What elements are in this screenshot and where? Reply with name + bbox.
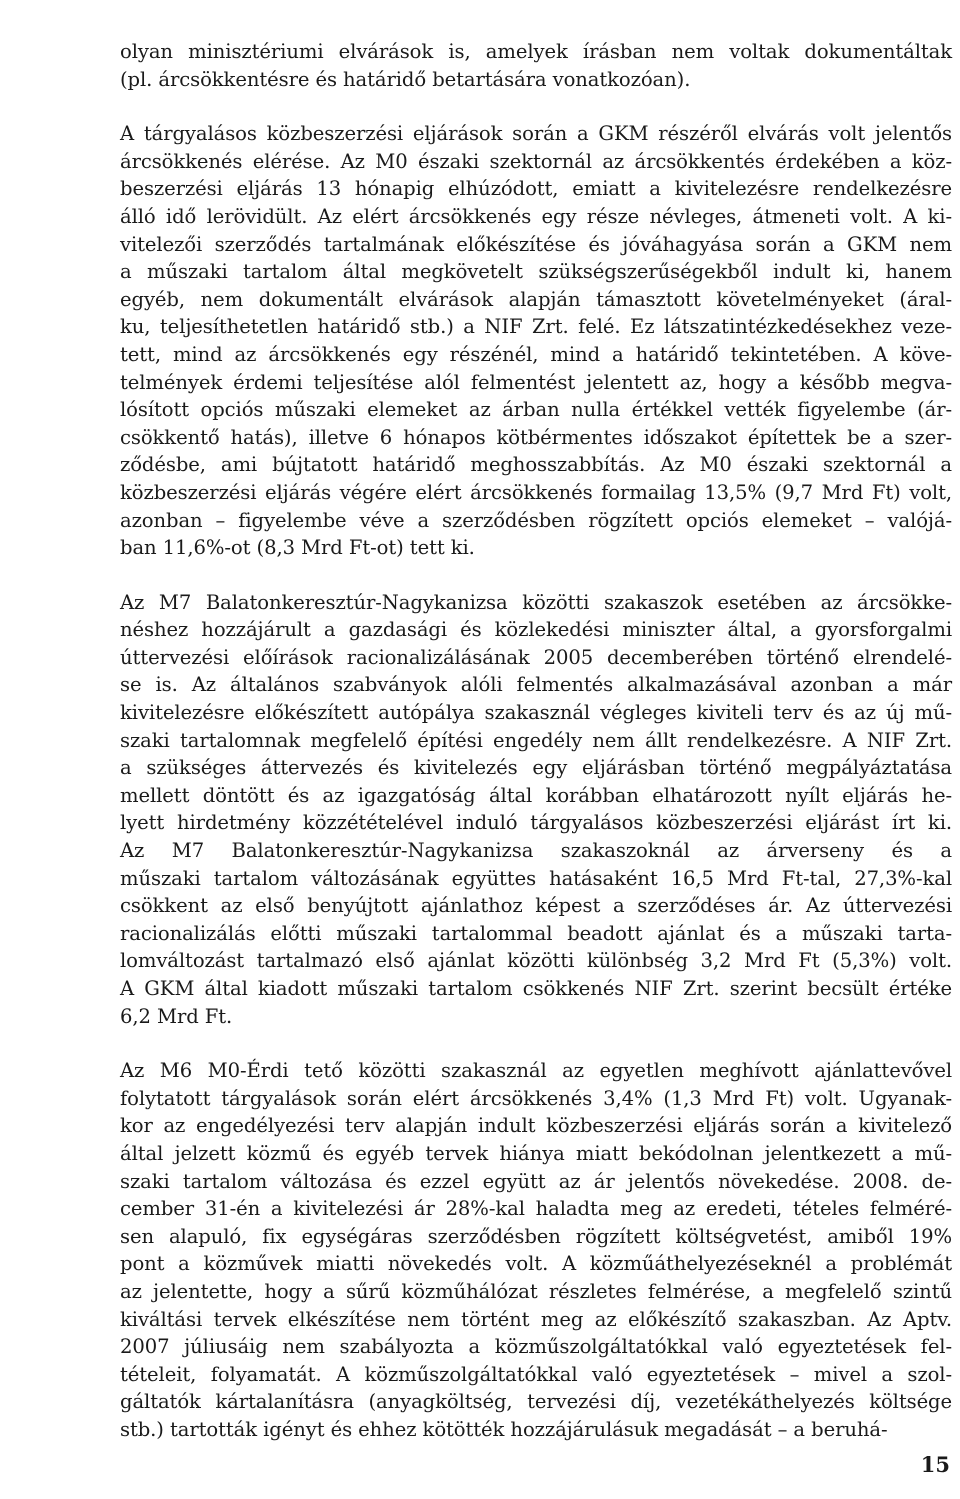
text-line: telmények érdemi teljesítése alól felmentést jelentett az, hogy a később megva- (120, 370, 952, 394)
text-line: gáltatók kártalanításra (anyagköltség, tervezési díj, vezetékáthelyezés költsége (120, 1390, 952, 1414)
page-number: 15 (920, 1452, 950, 1477)
text-line: mellett döntött és az igazgatóság által korábban elhatározott nyílt eljárás he- (120, 783, 952, 807)
text-line: úttervezési előírások racionalizálásának 2005 decemberében történő elrendelé- (120, 645, 952, 669)
text-line: vitelezői szerződés tartalmának előkészítése és jóváhagyása során a GKM nem (120, 232, 952, 256)
paragraph (120, 120, 952, 562)
text-line: 6,2 Mrd Ft. (120, 1004, 233, 1028)
text-line: A tárgyalásos közbeszerzési eljárások során a GKM részéről elvárás volt jelentős (120, 122, 952, 146)
text-line: egyéb, nem dokumentált elvárások alapján támasztott követelményeket (áral- (120, 287, 952, 311)
text-line: ban 11,6%-ot (8,3 Mrd Ft-ot) tett ki. (120, 536, 475, 560)
text-line: pont a közművek miatti növekedés volt. A közműáthelyezéseknél a problémát (120, 1252, 952, 1276)
text-line: a műszaki tartalom által megkövetelt szükségszerűségekből indult ki, hanem (120, 260, 952, 284)
text-line: kiváltási tervek elkészítése nem történt meg az előkészítő szakaszban. Az Aptv. (120, 1307, 952, 1331)
page-body (120, 38, 952, 1444)
text-line: által jelzett közmű és egyéb tervek hiánya miatt bekódolnan jelentkezett a mű- (120, 1141, 952, 1165)
text-line: műszaki tartalom változásának együttes hatásaként 16,5 Mrd Ft-tal, 27,3%-kal (120, 866, 952, 890)
paragraph-gap (120, 562, 952, 589)
text-line: csökkent az első benyújtott ajánlathoz képest a szerződéses ár. Az úttervezési (120, 894, 952, 918)
text-line: Az M7 Balatonkeresztúr-Nagykanizsa közötti szakaszok esetében az árcsökke- (120, 590, 952, 614)
text-line: álló idő lerövidült. Az elért árcsökkenés egy része névleges, átmeneti volt. A ki- (120, 204, 952, 228)
paragraph (120, 1057, 952, 1443)
text-line: csökkentő hatás), illetve 6 hónapos kötbérmentes időszakot építettek be a szer- (120, 425, 952, 449)
text-line: szaki tartalomnak megfelelő építési engedély nem állt rendelkezésre. A NIF Zrt. (120, 728, 952, 752)
text-line: lósított opciós műszaki elemeket az árban nulla értékkel vették figyelembe (ár- (120, 398, 952, 422)
text-line: 2007 júliusáig nem szabályozta a közműszolgáltatókkal való egyeztetések fel- (120, 1335, 952, 1359)
text-line: lomváltozást tartalmazó első ajánlat közötti különbség 3,2 Mrd Ft (5,3%) volt. (120, 949, 952, 973)
text-line: néshez hozzájárult a gazdasági és közlekedési miniszter által, a gyorsforgalmi (120, 618, 952, 642)
text-line: folytatott tárgyalások során elért árcsökkenés 3,4% (1,3 Mrd Ft) volt. Ugyanak- (120, 1086, 952, 1110)
text-line: stb.) tartották igényt és ehhez kötötték hozzájárulásuk megadását – a beruhá- (120, 1417, 888, 1441)
paragraph-gap (120, 1030, 952, 1057)
text-line: sen alapuló, fix egységáras szerződésben rögzített költségvetést, amiből 19% (120, 1224, 952, 1248)
text-line: kivitelezésre előkészített autópálya szakasznál végleges kiviteli terv és az új mű- (120, 701, 952, 725)
text-line: tételeit, folyamatát. A közműszolgáltatókkal való egyeztetések – mivel a szol- (120, 1362, 952, 1386)
text-line: (pl. árcsökkentésre és határidő betartására vonatkozóan). (120, 67, 691, 91)
text-line: olyan minisztériumi elvárások is, amelyek írásban nem voltak dokumentáltak (120, 40, 952, 63)
text-line: Az M7 Balatonkeresztúr-Nagykanizsa szakaszoknál az árverseny és a (120, 839, 952, 863)
text-line: cember 31-én a kivitelezési ár 28%-kal haladta meg az eredeti, tételes felméré- (120, 1197, 952, 1221)
text-line: ku, teljesíthetetlen határidő stb.) a NIF Zrt. felé. Ez látszatintézkedésekhez veze- (120, 315, 952, 339)
text-line: Az M6 M0-Érdi tető közötti szakasznál az egyetlen meghívott ajánlattevővel (120, 1059, 952, 1083)
paragraph (120, 589, 952, 1031)
text-line: az jelentette, hogy a sűrű közműhálózat részletes felmérése, a megfelelő szintű (120, 1279, 952, 1303)
paragraph (120, 38, 952, 93)
text-line: tett, mind az árcsökkenés egy részénél, mind a határidő tekintetében. A köve- (120, 342, 952, 366)
text-line: szaki tartalom változása és ezzel együtt az ár jelentős növekedése. 2008. de- (120, 1169, 952, 1193)
text-line: kor az engedélyezési terv alapján indult közbeszerzési eljárás során a kivitelező (120, 1114, 952, 1138)
text-line: racionalizálás előtti műszaki tartalommal beadott ajánlat és a műszaki tarta- (120, 921, 952, 945)
text-line: a szükséges áttervezés és kivitelezés egy eljárásban történő megpályáztatása (120, 756, 952, 780)
text-line: azonban – figyelembe véve a szerződésben rögzített opciós elemeket – valójá- (120, 508, 952, 532)
text-line: beszerzési eljárás 13 hónapig elhúzódott, emiatt a kivitelezésre rendelkezésre (120, 177, 952, 201)
paragraph-gap (120, 93, 952, 120)
text-line: ződésbe, ami bújtatott határidő meghosszabbítás. Az M0 északi szektornál a (120, 453, 952, 477)
text-line: árcsökkenés elérése. Az M0 északi szektornál az árcsökkentés érdekében a köz- (120, 149, 952, 173)
text-line: közbeszerzési eljárás végére elért árcsökkenés formailag 13,5% (9,7 Mrd Ft) volt, (120, 480, 952, 504)
text-line: lyett hirdetmény közzétételével induló tárgyalásos közbeszerzési eljárást írt ki. (120, 811, 952, 835)
text-line: A GKM által kiadott műszaki tartalom csökkenés NIF Zrt. szerint becsült értéke (120, 977, 952, 1000)
text-line: se is. Az általános szabványok alóli felmentés alkalmazásával azonban a már (120, 673, 952, 697)
